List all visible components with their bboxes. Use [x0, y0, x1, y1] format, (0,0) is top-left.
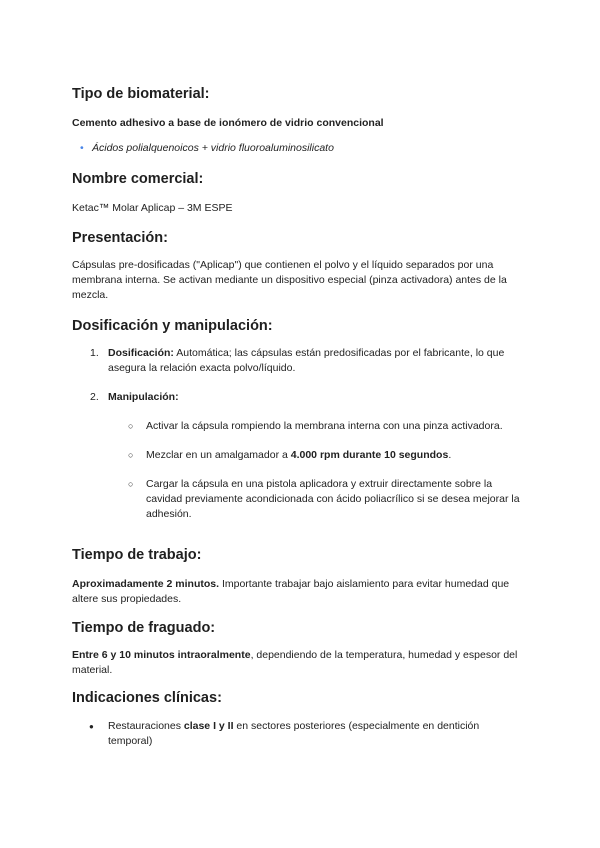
- ind-bold: clase I y II: [183, 720, 234, 732]
- subheading-cemento: Cemento adhesivo a base de ionómero de vidrio convencional: [72, 117, 384, 129]
- ind-post: en sectores posteriores (especialmente en dentición temporal): [108, 720, 480, 747]
- sub-bullet-1: ○: [128, 421, 134, 431]
- text-tiempo-trabajo: [72, 577, 532, 607]
- text-presentacion: Cápsulas pre-dosificadas ("Aplicap") que contienen el polvo y el líquido separados por una membrana interna. Se activan mediante un dispositivo especial (pinza activadora) antes de la mezcla.: [72, 259, 507, 301]
- list-item-manipulacion: [108, 390, 179, 405]
- bullet-text-acidos: Ácidos polialquenoicos + vidrio fluoroaluminosilicato: [92, 142, 334, 154]
- sub2-post: .: [448, 449, 452, 461]
- heading-dosificacion: Dosificación y manipulación:: [72, 318, 273, 334]
- ind-pre: Restauraciones: [108, 720, 184, 732]
- sub-item-mezclar: [146, 448, 536, 463]
- list-item-dosificacion: [108, 346, 518, 376]
- item-label: Dosificación:: [108, 347, 174, 359]
- tiempo-trabajo-bold: Aproximadamente 2 minutos.: [72, 578, 220, 590]
- heading-tiempo-fraguado: Tiempo de fraguado:: [72, 620, 216, 636]
- tiempo-fraguado-bold: Entre 6 y 10 minutos intraoralmente: [72, 649, 251, 661]
- list-number-2: 2.: [90, 391, 99, 403]
- sub-bullet-3: ○: [128, 479, 134, 489]
- tiempo-trabajo-rest: Importante trabajar bajo aislamiento para evitar humedad que altere sus propiedades.: [72, 578, 510, 605]
- item-text: Automática; las cápsulas están predosificadas por el fabricante, lo que asegura la relación exacta polvo/líquido.: [108, 347, 505, 374]
- heading-presentacion: Presentación:: [72, 230, 168, 246]
- heading-tiempo-trabajo: Tiempo de trabajo:: [72, 547, 202, 563]
- heading-nombre-comercial: Nombre comercial:: [72, 171, 204, 187]
- heading-tipo-biomaterial: Tipo de biomaterial:: [72, 86, 210, 102]
- text-tiempo-fraguado: [72, 648, 532, 678]
- sub2-bold: 4.000 rpm durante 10 segundos: [290, 449, 449, 461]
- list-number-1: 1.: [90, 347, 99, 359]
- tiempo-fraguado-rest: , dependiendo de la temperatura, humedad y espesor del material.: [72, 649, 518, 676]
- sub-bullet-2: ○: [128, 450, 134, 460]
- sub2-pre: Mezclar en un amalgamador a: [146, 449, 291, 461]
- sub-item-cargar: Cargar la cápsula en una pistola aplicadora y extruir directamente sobre la cavidad previamente acondicionada con ácido poliacrílico si se desea mejorar la adhesión.: [146, 478, 520, 520]
- bullet-dot: ●: [89, 722, 94, 731]
- heading-indicaciones: Indicaciones clínicas:: [72, 690, 222, 706]
- list-item-restauraciones: [108, 719, 508, 749]
- sub-item-activar: Activar la cápsula rompiendo la membrana interna con una pinza activadora.: [146, 420, 503, 432]
- text-nombre-comercial: Ketac™ Molar Aplicap – 3M ESPE: [72, 202, 233, 214]
- item-label: Manipulación:: [108, 391, 179, 403]
- bullet-blue: •: [80, 142, 84, 154]
